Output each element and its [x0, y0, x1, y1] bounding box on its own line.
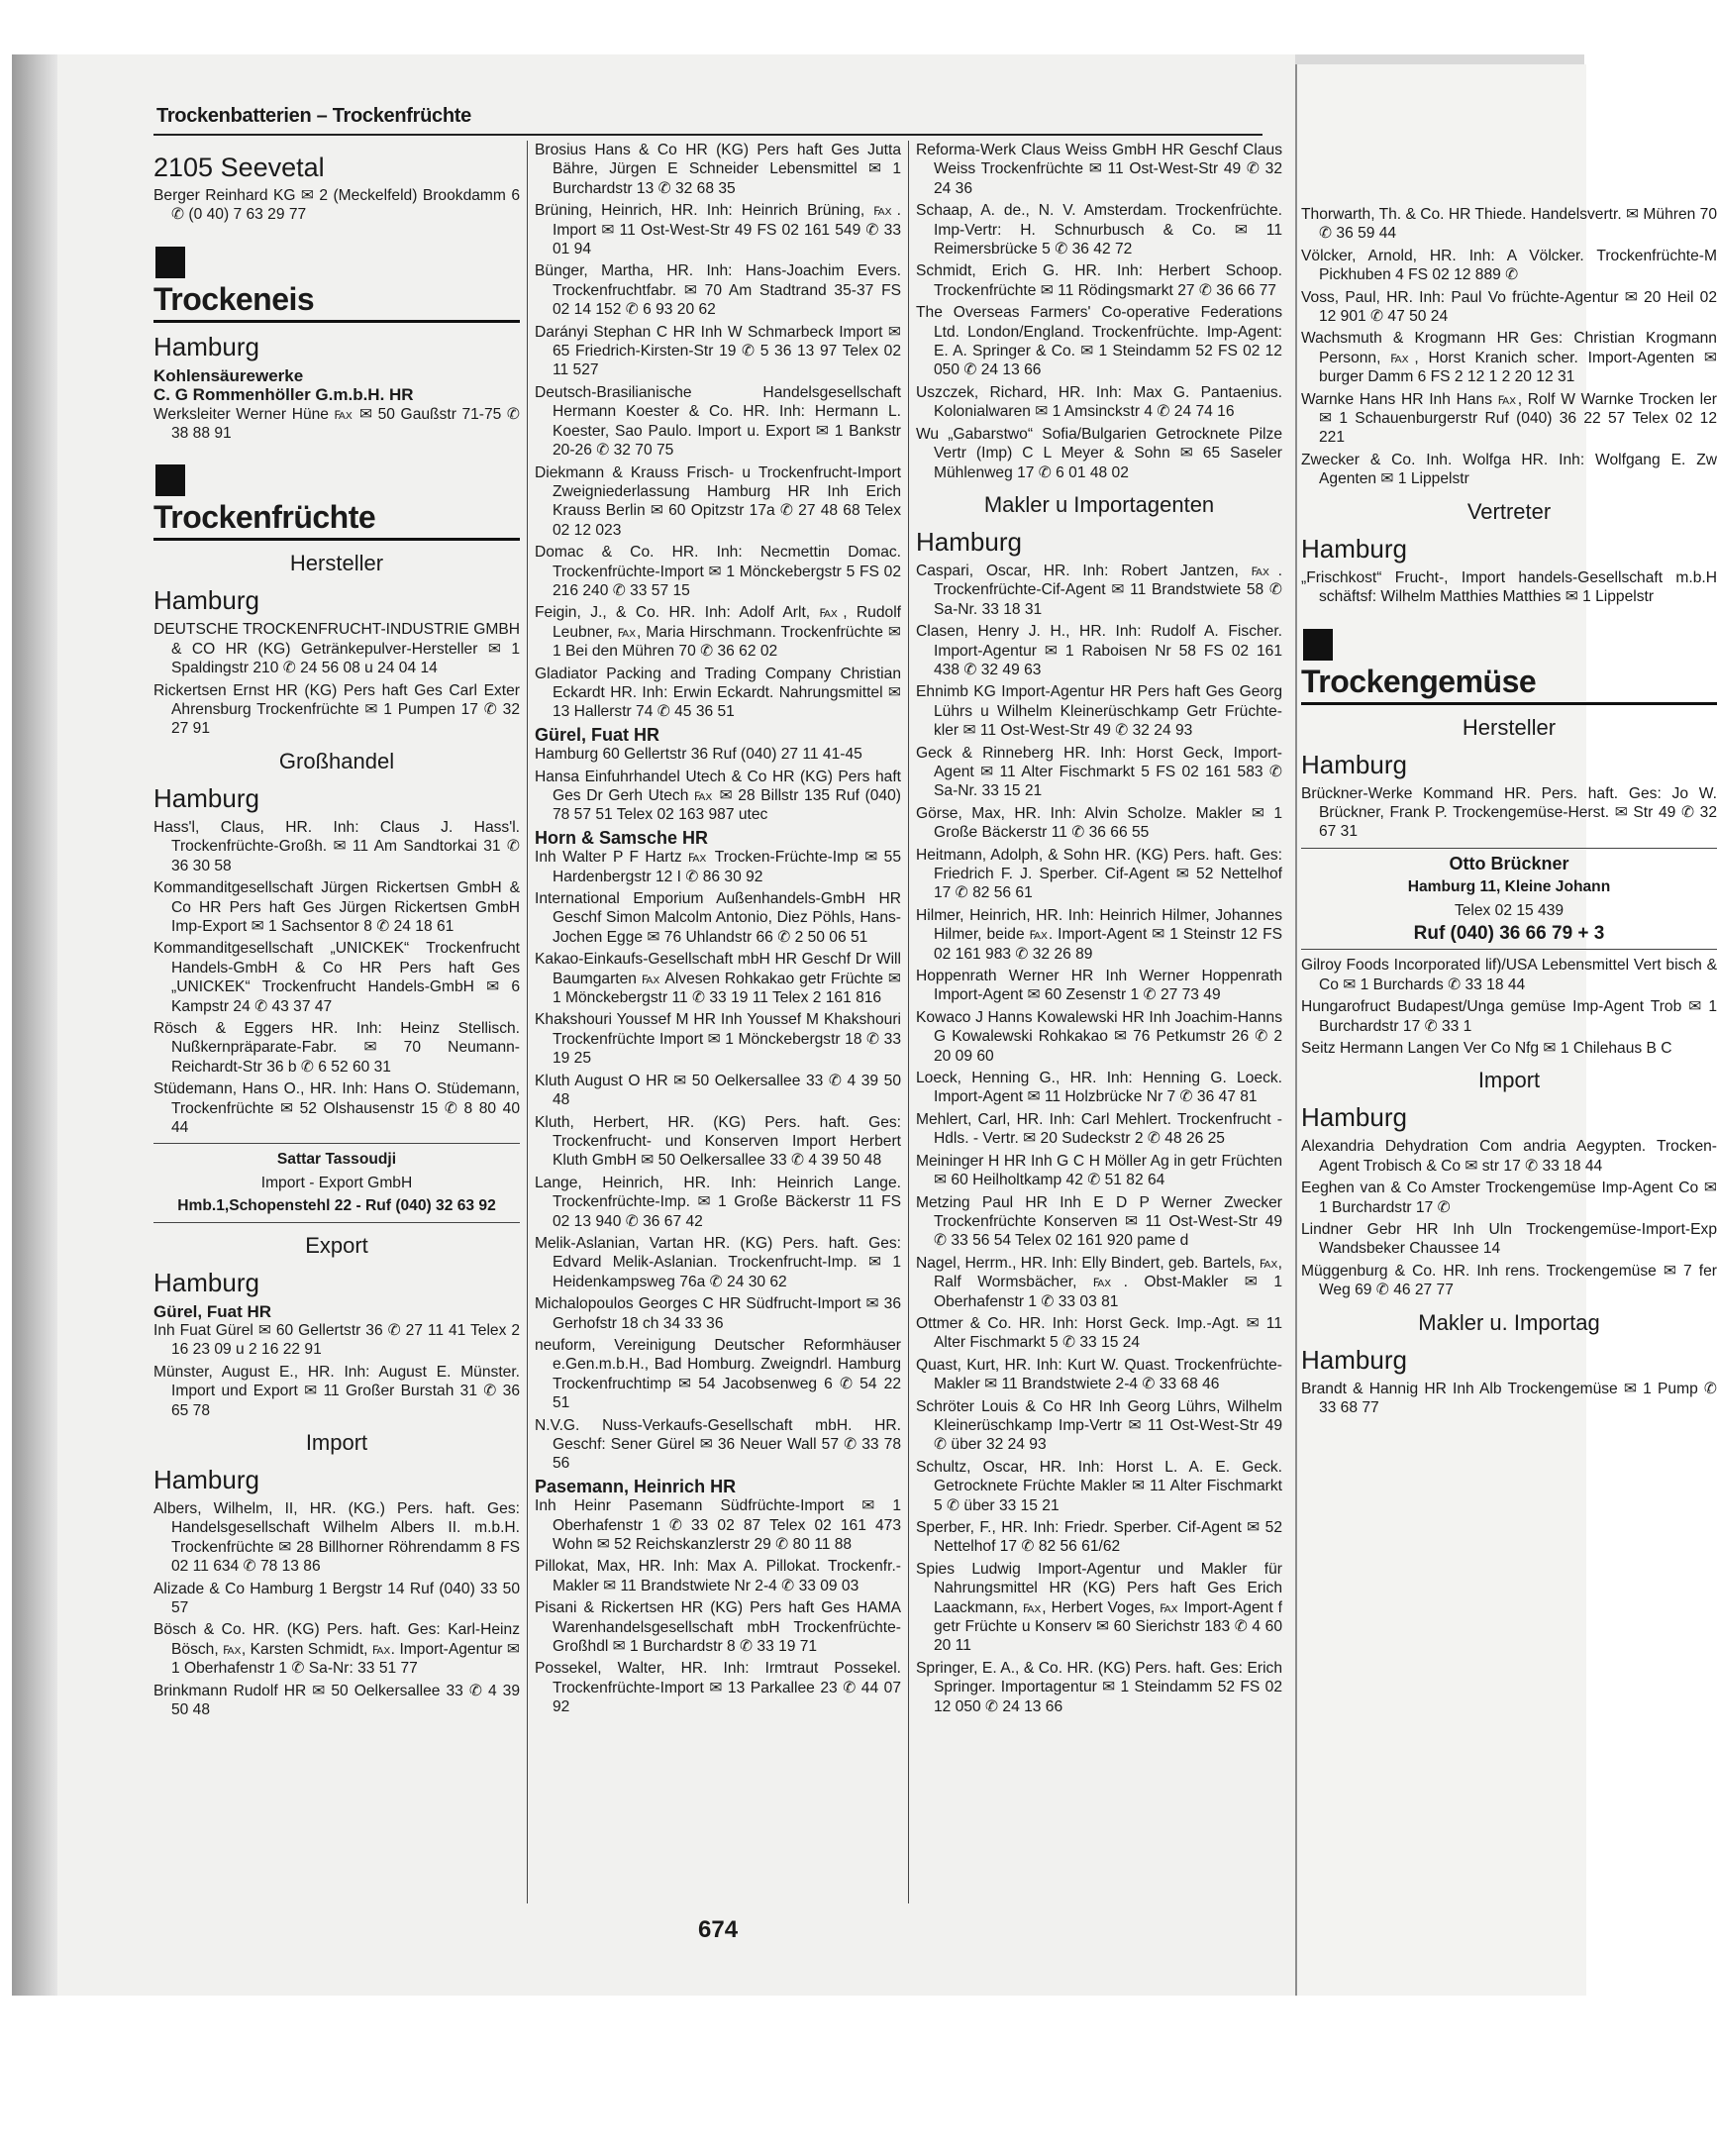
entry: The Overseas Farmers' Co-operative Federations Ltd. London/England. Trockenfrüchte. Imp-Agent: E. A. Springer & Co. ✉ 1 Steindamm 52 FS 02 12 050 ✆ 24 13 66 — [916, 304, 1282, 379]
column-divider — [527, 141, 528, 1903]
entry: Clasen, Henry J. H., HR. Inh: Rudolf A. Fischer. Import-Agentur ✉ 1 Raboisen Nr 58 FS 02 161 438 ✆ 32 49 63 — [916, 623, 1282, 678]
entry: Geck & Rinneberg HR. Inh: Horst Geck, Import-Agent ✉ 11 Alter Fischmarkt 5 FS 02 161 583 ✆ Sa-Nr. 33 15 21 — [916, 744, 1282, 800]
subsection-heading: Hersteller — [289, 551, 384, 576]
entry: Münster, August E., HR. Inh: August E. Münster. Import und Export ✉ 11 Großer Burstah 31 ✆ 36 65 78 — [153, 1363, 520, 1419]
entry: Albers, Wilhelm, II, HR. (KG.) Pers. haft. Ges: Handelsgesellschaft Wilhelm Albers II. m.b.H. Trockenfrüchte ✉ 28 Billhorner Röhrendamm 8 FS 02 11 634 ✆ 78 13 86 — [153, 1500, 520, 1576]
section-title: Trockeneis — [153, 280, 315, 317]
entry-title: C. G Rommenhöller G.m.b.H. HR — [153, 385, 414, 405]
ad-rule — [1301, 949, 1717, 950]
entry: Spies Ludwig Import-Agentur und Makler für Nahrungsmittel HR (KG) Pers haft Ges Erich Laackmann, ℻, Herbert Voges, ℻ Import-Agent f getr Früchte u Konserv ✉ 60 Sierichstr 183 ✆ 4 60 20 11 — [916, 1560, 1282, 1655]
entry: Schmidt, Erich G. HR. Inh: Herbert Schoop. Trockenfrüchte ✉ 11 Rödingsmarkt 27 ✆ 36 66 77 — [916, 262, 1282, 299]
city-heading: Hamburg — [153, 1267, 259, 1297]
entry: Feigin, J., & Co. HR. Inh: Adolf Arlt, ℻, Rudolf Leubner, ℻, Maria Hirschmann. Trockenfrüchte ✉ 1 Bei den Mühren 70 ✆ 36 62 02 — [535, 604, 901, 661]
entry: Inh Fuat Gürel ✉ 60 Gellertstr 36 ✆ 27 11 41 Telex 2 16 23 09 u 2 16 22 91 — [153, 1322, 520, 1359]
book-spine — [12, 54, 57, 1996]
ad-line: Ruf (040) 36 66 79 + 3 — [1413, 922, 1605, 944]
entry: DEUTSCHE TROCKENFRUCHT-INDUSTRIE GMBH & CO HR (KG) Getränkepulver-Hersteller ✉ 1 Spaldingstr 210 ✆ 24 56 08 u 24 04 14 — [153, 621, 520, 677]
entry: Kowaco J Hanns Kowalewski HR Inh Joachim-Hanns G Kowalewski Rohkakao ✉ 76 Petkumstr 26 ✆ 2 20 09 60 — [916, 1008, 1282, 1065]
entry: Hungarofruct Budapest/Unga gemüse Imp-Agent Trob ✉ 1 Burchardstr 17 ✆ 33 1 — [1301, 998, 1717, 1035]
entry: Khakshouri Youssef M HR Inh Youssef M Khakshouri Trockenfrüchte Import ✉ 1 Mönckebergstr 18 ✆ 33 19 25 — [535, 1011, 901, 1068]
ad-line: Import - Export GmbH — [260, 1174, 413, 1191]
entry: Völcker, Arnold, HR. Inh: A Völcker. Trockenfrüchte-M Pickhuben 4 FS 02 12 889 ✆ — [1301, 247, 1717, 284]
entry: Gladiator Packing and Trading Company Christian Eckardt HR. Inh: Erwin Eckardt. Nahrungsmittel ✉ 13 Hallerstr 74 ✆ 45 36 51 — [535, 665, 901, 721]
entry: Sperber, F., HR. Inh: Friedr. Sperber. Cif-Agent ✉ 52 Nettelhof 17 ✆ 82 56 61/62 — [916, 1519, 1282, 1556]
entry: Brückner-Werke Kommand HR. Pers. haft. Ges: Jo W. Brückner, Frank P. Trockengemüse-Herst. ✉ Str 49 ✆ 32 67 31 — [1301, 784, 1717, 841]
entry: Ottmer & Co. HR. Inh: Horst Geck. Imp.-Agt. ✉ 11 Alter Fischmarkt 5 ✆ 33 15 24 — [916, 1314, 1282, 1352]
entry: „Frischkost“ Frucht-, Import handels-Gesellschaft m.b.H schäftsf: Wilhelm Matthies Matthies ✉ 1 Lippelstr — [1301, 568, 1717, 606]
entry: Rickertsen Ernst HR (KG) Pers haft Ges Carl Exter Ahrensburg Trockenfrüchte ✉ 1 Pumpen 17 ✆ 32 27 91 — [153, 681, 520, 738]
city-heading: Hamburg — [916, 526, 1022, 557]
entry: Quast, Kurt, HR. Inh: Kurt W. Quast. Trockenfrüchte-Makler ✉ 11 Brandstwiete 2-4 ✆ 33 68 46 — [916, 1356, 1282, 1393]
city-heading: Hamburg — [153, 331, 259, 361]
city-heading: Hamburg — [1301, 1344, 1407, 1375]
running-head: Trockenbatterien – Trockenfrüchte — [156, 105, 471, 127]
entry: Schröter Louis & Co HR Inh Georg Lührs, Wilhelm Kleinerüschkamp Imp-Vertr ✉ 11 Ost-West-Str 49 ✆ über 32 24 93 — [916, 1397, 1282, 1454]
city-heading: Hamburg — [1301, 533, 1407, 564]
column-1 — [153, 141, 520, 1913]
entry: Bünger, Martha, HR. Inh: Hans-Joachim Evers. Trockenfruchtfabr. ✉ 70 Am Stadtrand 35-37 FS 02 14 152 ✆ 6 93 20 62 — [535, 262, 901, 319]
entry: Possekel, Walter, HR. Inh: Irmtraut Possekel. Trockenfrüchte-Import ✉ 13 Parkallee 23 ✆ 44 07 92 — [535, 1660, 901, 1716]
entry: Rösch & Eggers HR. Inh: Heinz Stellisch. Nußkernpräparate-Fabr. ✉ 70 Neumann-Reichardt-Str 36 b ✆ 6 52 60 31 — [153, 1019, 520, 1076]
entry: Bösch & Co. HR. (KG) Pers. haft. Ges: Karl-Heinz Bösch, ℻, Karsten Schmidt, ℻. Import-Agentur ✉ 1 Oberhafenstr 1 ✆ Sa-Nr: 33 51 77 — [153, 1621, 520, 1678]
entry: Wu „Gabarstwo“ Sofia/Bulgarien Getrocknete Pilze Vertr (Imp) C L Meyer & Sohn ✉ 65 Saseler Mühlenweg 17 ✆ 6 01 48 02 — [916, 425, 1282, 481]
entry: Michalopoulos Georges C HR Südfrucht-Import ✉ 36 Gerhofstr 18 ch 34 33 36 — [535, 1295, 901, 1332]
ad-company: Otto Brückner — [1449, 853, 1569, 873]
subsection-heading: Makler u Importagenten — [983, 491, 1215, 517]
city-heading: Hamburg — [153, 782, 259, 813]
section-rule — [1301, 702, 1717, 705]
city-heading: Hamburg — [153, 585, 259, 616]
column-4 — [1301, 205, 1717, 1978]
entry: Berger Reinhard KG ✉ 2 (Meckelfeld) Brookdamm 6 ✆ (0 40) 7 63 29 77 — [153, 187, 520, 224]
entry: Brosius Hans & Co HR (KG) Pers haft Ges Jutta Bähre, Jürgen E Schneider Lebensmittel ✉ 1 Burchardstr 13 ✆ 32 68 35 — [535, 142, 901, 197]
ad-line: Hamburg 11, Kleine Johann — [1407, 878, 1611, 896]
entry: Schaap, A. de., N. V. Amsterdam. Trockenfrüchte. Imp-Vertr: H. Schnurbusch & Co. ✉ 11 Reimersbrücke 5 ✆ 36 42 72 — [916, 202, 1282, 258]
section-title: Trockenfrüchte — [153, 499, 376, 536]
entry: Loeck, Henning G., HR. Inh: Henning G. Loeck. Import-Agent ✉ 11 Holzbrücke Nr 7 ✆ 36 47 81 — [916, 1070, 1282, 1106]
entry-title: Pasemann, Heinrich HR — [535, 1476, 737, 1496]
entry: Görse, Max, HR. Inh: Alvin Scholze. Makler ✉ 1 Große Bäckerstr 11 ✆ 36 66 55 — [916, 804, 1282, 842]
city-heading: Hamburg — [1301, 749, 1407, 779]
column-2 — [535, 141, 901, 1913]
entry: Inh Walter P F Hartz ℻ Trocken-Früchte-Imp ✉ 55 Hardenbergstr 12 I ✆ 86 30 92 — [535, 849, 901, 885]
subsection-heading: Vertreter — [1466, 498, 1552, 524]
entry: Warnke Hans HR Inh Hans ℻, Rolf W Warnke Trocken ler ✉ 1 Schauenburgerstr Ruf (040) 36 22 57 Telex 02 12 221 — [1301, 390, 1717, 447]
entry: Alexandria Dehydration Com andria Aegypten. Trocken- Agent Trobisch & Co ✉ str 17 ✆ 33 18 44 — [1301, 1138, 1717, 1175]
entry: Kluth, Herbert, HR. (KG) Pers. haft. Ges: Trockenfrucht- und Konserven Import Herbert Kluth GmbH ✉ 50 Oelkersallee 33 ✆ 4 39 50 48 — [535, 1113, 901, 1170]
ad-line: Hmb.1,Schopenstehl 22 - Ruf (040) 32 63 92 — [177, 1197, 496, 1215]
entry-title: Gürel, Fuat HR — [153, 1301, 272, 1321]
entry: Hilmer, Heinrich, HR. Inh: Heinrich Hilmer, Johannes Hilmer, beide ℻. Import-Agent ✉ 1 Steinstr 12 FS 02 161 983 ✆ 32 26 89 — [916, 906, 1282, 963]
entry: Ehnimb KG Import-Agentur HR Pers haft Ges Georg Lührs u Wilhelm Kleinerüschkamp Getr Früchte-kler ✉ 11 Ost-West-Str 49 ✆ 32 24 93 — [916, 683, 1282, 740]
entry: Gilroy Foods Incorporated lif)/USA Lebensmittel Vert bisch & Co ✉ 1 Burchards ✆ 33 18 44 — [1301, 957, 1717, 993]
section-rule — [153, 538, 520, 541]
entry: Hass'l, Claus, HR. Inh: Claus J. Hass'l. Trockenfrüchte-Großh. ✉ 11 Am Sandtorkai 31 ✆ 36 30 58 — [153, 818, 520, 874]
entry: Schultz, Oscar, HR. Inh: Horst L. A. E. Geck. Getrocknete Früchte Makler ✉ 11 Alter Fischmarkt 5 ✆ über 33 15 21 — [916, 1458, 1282, 1514]
entry: Uszczek, Richard, HR. Inh: Max G. Pantaenius. Kolonialwaren ✉ 1 Amsinckstr 4 ✆ 24 74 16 — [916, 383, 1282, 421]
entry: neuform, Vereinigung Deutscher Reformhäuser e.Gen.m.b.H., Bad Homburg. Zweigndrl. Hamburg Trockenfruchtimp ✉ 54 Jacobsenweg 6 ✆ 54 22 51 — [535, 1336, 901, 1412]
entry: Seitz Hermann Langen Ver Co Nfg ✉ 1 Chilehaus B C — [1301, 1039, 1672, 1057]
entry-title: Kohlensäurewerke — [153, 365, 304, 385]
entry: Lindner Gebr HR Inh Uln Trockengemüse-Import-Exp Wandsbeker Chaussee 14 — [1301, 1221, 1717, 1258]
entry: Zwecker & Co. Inh. Wolfga HR. Inh: Wolfgang E. Zw Agenten ✉ 1 Lippelstr — [1301, 451, 1717, 488]
entry: Pisani & Rickertsen HR (KG) Pers haft Ges HAMA Warenhandelsgesellschaft mbH Trockenfrüchte-Großhdl ✉ 1 Burchardstr 8 ✆ 33 19 71 — [535, 1599, 901, 1656]
entry: Alizade & Co Hamburg 1 Bergstr 14 Ruf (040) 33 50 57 — [153, 1580, 520, 1617]
column-divider — [908, 141, 909, 1903]
ad-company: Sattar Tassoudji — [276, 1151, 397, 1169]
entry: Caspari, Oscar, HR. Inh: Robert Jantzen, ℻. Trockenfrüchte-Cif-Agent ✉ 11 Brandstwiete 58 ✆ Sa-Nr. 33 18 31 — [916, 562, 1282, 618]
entry: Meininger H HR Inh G C H Möller Ag in getr Früchten ✉ 60 Heilholtkamp 42 ✆ 51 82 64 — [916, 1152, 1282, 1189]
entry: Thorwarth, Th. & Co. HR Thiede. Handelsvertr. ✉ Mühren 70 ✆ 36 59 44 — [1301, 206, 1717, 243]
column-3 — [916, 141, 1282, 1913]
city-heading: Hamburg — [153, 1465, 259, 1495]
entry: International Emporium Außenhandels-GmbH HR Geschf Simon Malcolm Antonio, Diez Pöhls, Hans-Jochen Egge ✉ 76 Uhlandstr 66 ✆ 2 50 06 51 — [535, 890, 901, 946]
entry: Lange, Heinrich, HR. Inh: Heinrich Lange. Trockenfrüchte-Imp. ✉ 1 Große Bäckerstr 11 FS 02 13 940 ✆ 36 67 42 — [535, 1174, 901, 1230]
entry: Deutsch-Brasilianische Handelsgesellschaft Hermann Koester & Co. HR. Inh: Hermann L. Koester, Sao Paulo. Import u. Export ✉ 1 Bankstr 20-26 ✆ 32 70 75 — [535, 383, 901, 460]
entry: Metzing Paul HR Inh E D P Werner Zwecker Trockenfrüchte Konserven ✉ 11 Ost-West-Str 49 ✆ 33 56 54 Telex 02 161 920 pame d — [916, 1193, 1282, 1250]
entry-title: Horn & Samsche HR — [535, 827, 709, 848]
city-heading: 2105 Seevetal — [153, 153, 325, 182]
entry: Brüning, Heinrich, HR. Inh: Heinrich Brüning, ℻. Import ✉ 11 Ost-West-Str 49 FS 02 161 549 ✆ 33 01 94 — [535, 202, 901, 258]
entry: Werksleiter Werner Hüne ℻ ✉ 50 Gaußstr 71-75 ✆ 38 88 91 — [153, 405, 520, 443]
entry: Voss, Paul, HR. Inh: Paul Vo früchte-Agentur ✉ 20 Heil 02 12 901 ✆ 47 50 24 — [1301, 288, 1717, 326]
entry: Darányi Stephan C HR Inh W Schmarbeck Import ✉ 65 Friedrich-Kirsten-Str 19 ✆ 5 36 13 97 Telex 02 11 527 — [535, 323, 901, 379]
entry: Kommanditgesellschaft Jürgen Rickertsen GmbH & Co HR Pers haft Ges Jürgen Rickertsen GmbH Imp-Export ✉ 1 Sachsentor 8 ✆ 24 18 61 — [153, 879, 520, 935]
entry: Springer, E. A., & Co. HR. (KG) Pers. haft. Ges: Erich Springer. Importagentur ✉ 1 Steindamm 52 FS 02 12 050 ✆ 24 13 66 — [916, 1659, 1282, 1715]
entry: Heitmann, Adolph, & Sohn HR. (KG) Pers. haft. Ges: Friedrich F. J. Sperber. Cif-Agent ✉ 52 Nettelhof 17 ✆ 82 56 61 — [916, 846, 1282, 902]
entry: Wachsmuth & Krogmann HR Ges: Christian Krogmann Personn, ℻, Horst Kranich scher. Import-Agenten ✉ burger Damm 6 FS 2 12 1 2 20 12 31 — [1301, 330, 1717, 386]
entry: Brinkmann Rudolf HR ✉ 50 Oelkersallee 33 ✆ 4 39 50 48 — [153, 1682, 520, 1719]
entry-title: Gürel, Fuat HR — [535, 724, 660, 745]
city-heading: Hamburg — [1301, 1102, 1407, 1133]
subsection-heading: Großhandel — [278, 748, 395, 773]
entry: Reforma-Werk Claus Weiss GmbH HR Geschf Claus Weiss Trockenfrüchte ✉ 11 Ost-West-Str 49 ✆ 32 24 36 — [916, 142, 1282, 197]
entry: Brandt & Hannig HR Inh Alb Trockengemüse ✉ 1 Pump ✆ 33 68 77 — [1301, 1380, 1717, 1417]
page-number: 674 — [698, 1916, 739, 1943]
entry: Mehlert, Carl, HR. Inh: Carl Mehlert. Trockenfrucht - Hdls. - Vertr. ✉ 20 Sudeckstr 2 ✆ 48 26 25 — [916, 1110, 1282, 1148]
entry: Kommanditgesellschaft „UNICKEK“ Trockenfrucht Handels-GmbH & Co HR Pers haft Ges „UNICKEK“ Trockenfrucht Handels-GmbH ✉ 6 Kampstr 24 ✆ 43 37 47 — [153, 940, 520, 1015]
entry: Eeghen van & Co Amster Trockengemüse Imp-Agent Co ✉ 1 Burchardstr 17 ✆ — [1301, 1180, 1717, 1216]
entry: Diekmann & Krauss Frisch- u Trockenfrucht-Import Zweigniederlassung Hamburg HR Inh Erich Krauss Berlin ✉ 60 Opitzstr 17a ✆ 27 48 68 Telex 02 12 023 — [535, 463, 901, 539]
subsection-heading: Makler u. Importag — [1418, 1309, 1600, 1335]
ad-rule — [153, 1222, 520, 1223]
entry: Kakao-Einkaufs-Gesellschaft mbH HR Geschf Dr Will Baumgarten ℻ Alvesen Rohkakao getr Früchte ✉ 1 Mönckebergstr 11 ✆ 33 19 11 Telex 2 161 816 — [535, 951, 901, 1007]
section-rule — [153, 320, 520, 323]
entry: N.V.G. Nuss-Verkaufs-Gesellschaft mbH. HR. Geschf: Sener Gürel ✉ 36 Neuer Wall 57 ✆ 33 78 56 — [535, 1416, 901, 1473]
entry: Müggenburg & Co. HR. Inh rens. Trockengemüse ✉ 7 fer Weg 69 ✆ 46 27 77 — [1301, 1262, 1717, 1299]
entry: Inh Heinr Pasemann Südfrüchte-Import ✉ 1 Oberhafenstr 1 ✆ 33 02 87 Telex 02 161 473 Wohn ✉ 52 Reichskanzlerstr 29 ✆ 80 11 88 — [535, 1497, 901, 1554]
ad-line: Telex 02 15 439 — [1454, 901, 1565, 919]
ad-rule — [153, 1143, 520, 1144]
entry: Hamburg 60 Gellertstr 36 Ruf (040) 27 11 41-45 — [535, 746, 862, 764]
entry: Stüdemann, Hans O., HR. Inh: Hans O. Stüdemann, Trockenfrüchte ✉ 52 Olshausenstr 15 ✆ 8 80 40 44 — [153, 1080, 520, 1136]
entry: Hansa Einfuhrhandel Utech & Co HR (KG) Pers haft Ges Dr Gerh Utech ℻ ✉ 28 Billstr 135 Ruf (040) 78 57 51 Telex 02 163 987 utec — [535, 768, 901, 824]
section-title: Trockengemüse — [1301, 663, 1537, 699]
entry: Kluth August O HR ✉ 50 Oelkersallee 33 ✆ 4 39 50 48 — [535, 1072, 901, 1109]
entry: Hoppenrath Werner HR Inh Werner Hoppenrath Import-Agent ✉ 60 Zesenstr 1 ✆ 27 73 49 — [916, 968, 1282, 1004]
subsection-heading: Import — [1477, 1068, 1541, 1093]
ad-rule — [1301, 848, 1717, 849]
entry: Pillokat, Max, HR. Inh: Max A. Pillokat. Trockenfr.-Makler ✉ 11 Brandstwiete Nr 2-4 ✆ 33 09 03 — [535, 1558, 901, 1594]
entry: Melik-Aslanian, Vartan HR. (KG) Pers. haft. Ges: Edvard Melik-Aslanian. Trockenfrucht-Imp. ✉ 1 Heidenkampsweg 76a ✆ 24 30 62 — [535, 1234, 901, 1290]
right-page — [1295, 64, 1717, 1996]
subsection-heading: Hersteller — [1462, 714, 1557, 740]
subsection-heading: Import — [305, 1430, 368, 1456]
subsection-heading: Export — [305, 1232, 368, 1258]
entry: Domac & Co. HR. Inh: Necmettin Domac. Trockenfrüchte-Import ✉ 1 Mönckebergstr 5 FS 02 216 240 ✆ 33 57 15 — [535, 544, 901, 599]
entry: Nagel, Herrm., HR. Inh: Elly Bindert, geb. Bartels, ℻, Ralf Wormsbächer, ℻. Obst-Makler ✉ 1 Oberhafenstr 1 ✆ 33 03 81 — [916, 1254, 1282, 1310]
section-marker — [1303, 629, 1333, 661]
section-marker — [155, 464, 185, 496]
section-marker — [155, 247, 185, 278]
header-rule — [153, 134, 1262, 136]
